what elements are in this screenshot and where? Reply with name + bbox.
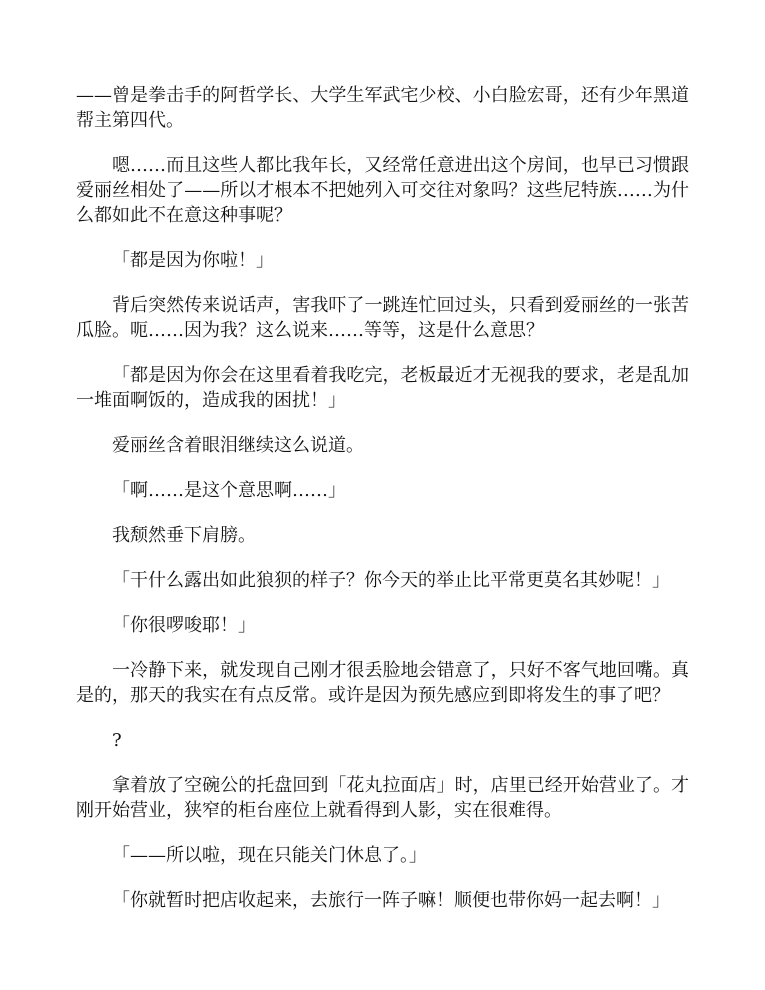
paragraph: 「你就暂时把店收起来，去旅行一阵子嘛！顺便也带你妈一起去啊！」: [112, 890, 670, 911]
paragraph: 一冷静下来，就发现自己刚才很丢脸地会错意了，只好不客气地回嘴。真是的，那天的我实在有点反常。或许是因为预先感应到即将发生的事了吧？: [76, 660, 689, 706]
paragraph: ——曾是拳击手的阿哲学长、大学生军武宅少校、小白脸宏哥，还有少年黑道帮主第四代。: [76, 85, 689, 131]
paragraph: 「——所以啦，现在只能关门休息了。」: [112, 845, 427, 866]
paragraph: 嗯……而且这些人都比我年长，又经常任意进出这个房间，也早已习惯跟爱丽丝相处了——所以才根本不把她列入可交往对象吗？这些尼特族……为什么都如此不在意这种事呢？: [76, 155, 689, 226]
paragraph: 「你很啰唆耶！」: [112, 615, 256, 636]
paragraph: 拿着放了空碗公的托盘回到「花丸拉面店」时，店里已经开始营业了。才刚开始营业，狭窄的柜台座位上就看得到人影，实在很难得。: [76, 775, 689, 821]
paragraph: 「都是因为你会在这里看着我吃完，老板最近才无视我的要求，老是乱加一堆面啊饭的，造成我的困扰！」: [76, 365, 689, 411]
paragraph: 「干什么露出如此狼狈的样子？你今天的举止比平常更莫名其妙呢！」: [112, 570, 670, 591]
paragraph: 爱丽丝含着眼泪继续这么说道。: [112, 435, 364, 456]
paragraph: 「啊……是这个意思啊……」: [112, 480, 346, 501]
paragraph: 「都是因为你啦！」: [112, 250, 274, 271]
paragraph: 背后突然传来说话声，害我吓了一跳连忙回过头，只看到爱丽丝的一张苦瓜脸。呃……因为我？这么说来……等等，这是什么意思？: [76, 295, 689, 341]
paragraph: ?: [112, 730, 122, 751]
paragraph: 我颓然垂下肩膀。: [112, 525, 256, 546]
